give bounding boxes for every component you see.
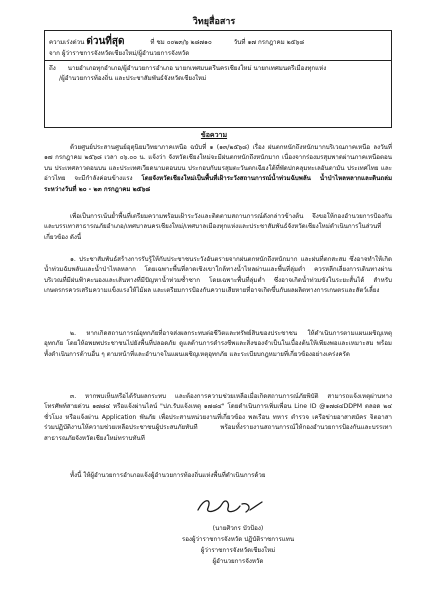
- signer-position-1: รองผู้ว่าราชการจังหวัด ปฏิบัติราชการแทน: [181, 536, 295, 543]
- header-box: [44, 30, 392, 128]
- doc-number-value: ๐๐๒๓/๖ ๒๘๗๑๐: [166, 39, 212, 46]
- header-row-from: [49, 49, 189, 58]
- signer-position-3: ผู้อำนวยการจังหวัด: [212, 558, 264, 565]
- paragraph-1-bold: โดยจังหวัดเชียงใหม่เป็นพื้นที่เฝ้าระวังสถานการณ์น้ำท่วมฉับพลัน น้ำป่าไหลหลากและดินถล่ม ระหว่างวันที่ ๒๐ - ๒๓ กรกฎาคม ๒๕๖๘: [44, 175, 393, 193]
- urgency-value: ด่วนที่สุด: [86, 36, 125, 47]
- paragraph-1-text: ด้วยศูนย์ประสานศูนย์อุตุนิยมวิทยาภาคเหนือ ฉบับที่ ๑ (๑๓/๒๕๖๘) เรื่อง ฝนตกหนักถึงหนักมากบริเวณภาคเหนือ ลงวันที่ ๑๗ กรกฎาคม ๒๕๖๘ เวลา ๐๖.๐๐ น. แจ้งว่า จังหวัดเชียงใหม่จะมีฝนตกหนักถึงหนักมาก เนื่องจากร่องมรสุมพาดผ่านภาคเหนือตอนบน ประเทศลาวตอนบน และประเทศเวียดนามตอนบน ประกอบกับมรสุมตะวันตกเฉียงใต้ที่พัดปกคลุมทะเลอันดามัน ประเทศไทย และอ่าวไทย จะมีกำลังค่อนข้างแรง: [44, 144, 392, 183]
- from-value: ผู้ว่าราชการจังหวัดเชียงใหม่/ผู้อำนวยการจังหวัด: [61, 50, 190, 57]
- to-label: ถึง: [49, 65, 56, 72]
- document-title: วิทยุสื่อสาร: [192, 17, 236, 27]
- to-line-1: นายอำเภอทุกอำเภอ/ผู้อำนวยการอำเภอ นายกเทศมนตรีนครเชียงใหม่ นายกเทศมนตรีเมืองทุกแห่ง: [67, 65, 327, 72]
- list-item-2: ๒. หากเกิดสถานการณ์อุทกภัยที่อาจส่งผลกระทบต่อชีวิตและทรัพย์สินของประชาชน ให้ดำเนินการตามแผนเผชิญเหตุอุทกภัย โดยให้อพยพประชาชนไปยังพื้นที่ปลอดภัย ดูแลด้านการดำรงชีพและสิ่งของจำเป็นในเบื้องต้นให้เพียงพอและเหมาะสม พร้อมทั้งดำเนินการด้านอื่น ๆ ตามหน้าที่และอำนาจในแผนเผชิญเหตุอุทกภัย และระเบียบกฎหมายที่เกี่ยวข้องอย่างเคร่งครัด: [44, 330, 392, 358]
- header-row-to: [49, 64, 326, 73]
- paragraph-2: เพื่อเป็นการเน้นย้ำพื้นที่เตรียมความพร้อมเฝ้าระวังและติดตามสถานการณ์ดังกล่าวข้างต้น จึงขอให้กองอำนวยการป้องกันและบรรเทาสาธารณภัยอำเภอ/เทศบาลนครเชียงใหม่/เทศบาลเมืองทุกแห่งและประชาสัมพันธ์จังหวัดเชียงใหม่ดำเนินการในส่วนที่เกี่ยวข้อง ดังนี้: [44, 213, 392, 241]
- list-item-1: ๑. ประชาสัมพันธ์สร้างการรับรู้ให้กับประชาชนระวังอันตรายจากฝนตกหนักถึงหนักมาก และฝนที่ตกสะสม ซึ่งอาจทำให้เกิดน้ำท่วมฉับพลันและน้ำป่าไหลหลาก โดยเฉพาะพื้นที่ลาดเชิงเขาใกล้ทางน้ำไหลผ่านและพื้นที่ลุ่มต่ำ ควรหลีกเลี่ยงการเดินทางผ่านบริเวณที่มีฝนฟ้าคะนองและเส้นทางที่มีปัญหาน้ำท่วมซ้ำซาก โดยเฉพาะพื้นที่ลุ่มต่ำ ซึ่งอาจเกิดน้ำท่วมขังในระยะสั้นได้ สำหรับเกษตรกรควรเสริมความแข็งแรงให้ไม้ผล และเตรียมการป้องกันความเสียหายที่อาจเกิดขึ้นกับผลผลิตทางการเกษตรและสัตว์เลี้ยง: [44, 256, 392, 295]
- signature-image: [190, 494, 270, 518]
- closing-paragraph: ทั้งนี้ ให้ผู้อำนวยการอำเภอแจ้งผู้อำนวยการท้องถิ่นแห่งพื้นที่ดำเนินการด้วย: [70, 472, 266, 479]
- message-heading: ข้อความ: [200, 131, 228, 139]
- header-divider: [45, 60, 391, 61]
- header-row-to-2: [59, 74, 206, 83]
- signer-position-2: ผู้ว่าราชการจังหวัดเชียงใหม่: [200, 547, 276, 554]
- signer-name: (นายศิวกร บัวป้อง): [212, 525, 264, 532]
- date-label: วันที่: [233, 39, 246, 46]
- list-item-3: ๓. หากพบเห็นหรือได้รับผลกระทบ และต้องการความช่วยเหลือเมื่อเกิดสถานการณ์ภัยพิบัติ สามารถแจ้งเหตุผ่านทางโทรศัพท์สายด่วน ๑๗๘๔ หรือแจ้งผ่านไลน์ "ปภ.รับแจ้งเหตุ ๑๗๘๔" โดยดำเนินการเพิ่มเพื่อน Line ID @๑๗๘๔DDPM ตลอด ๒๔ ชั่วโมง หรือแจ้งผ่าน Application พันภัย เพื่อประสานหน่วยงานที่เกี่ยวข้อง พลเรือน ทหาร ตำรวจ เครือข่ายอาสาสมัคร จิตอาสา ร่วมปฏิบัติงานให้ความช่วยเหลือประชาชนผู้ประสบภัยทันที พร้อมทั้งรายงานสถานการณ์ให้กองอำนวยการป้องกันและบรรเทาสาธารณภัยจังหวัดเชียงใหม่ทราบทันที: [44, 393, 392, 442]
- doc-number-label: ที่ ชม: [150, 39, 165, 46]
- header-row-1: [49, 37, 304, 47]
- urgency-label: ความเร่งด่วน: [49, 39, 85, 46]
- from-label: จาก: [49, 50, 60, 57]
- date-value: ๑๗ กรกฎาคม ๒๕๖๘: [247, 39, 305, 46]
- to-line-2: /ผู้อำนวยการท้องถิ่น และประชาสัมพันธ์จังหวัดเชียงใหม่: [59, 75, 207, 82]
- paragraph-1: [44, 143, 392, 195]
